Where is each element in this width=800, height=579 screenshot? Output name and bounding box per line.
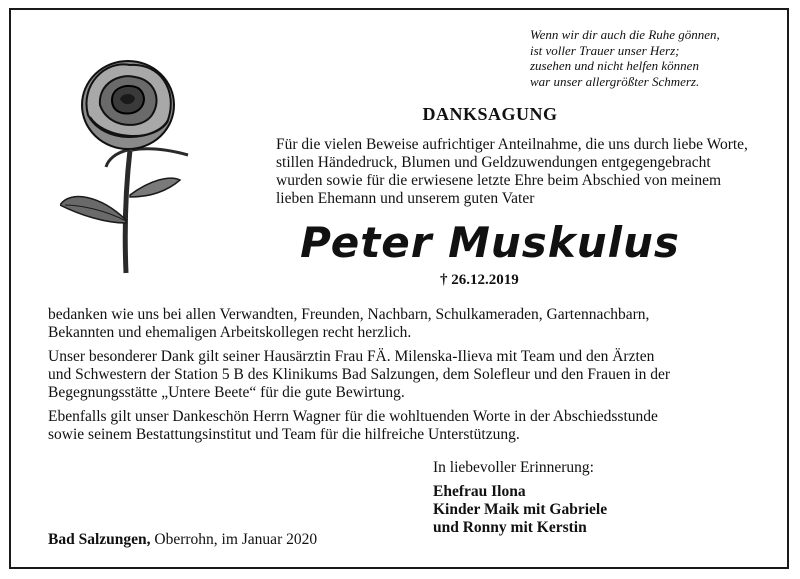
- signature-name: Ehefrau Ilona: [433, 483, 526, 500]
- poem-line: ist voller Trauer unser Herz;: [530, 42, 680, 58]
- paragraph-line: sowie seinem Bestattungsinstitut und Team für die hilfreiche Unterstützung.: [48, 426, 520, 443]
- place-date: [48, 531, 317, 549]
- deceased-name: Peter Muskulus: [300, 218, 680, 267]
- heading: DANKSAGUNG: [422, 104, 558, 124]
- paragraph: [48, 348, 754, 402]
- poem-line: war unser allergrößter Schmerz.: [530, 73, 700, 89]
- place-rest: Oberrohn, im Januar 2020: [150, 531, 318, 548]
- poem: [530, 27, 780, 89]
- intro-line: wurden sowie für die erwiesene letzte Ehre beim Abschied von meinem: [276, 172, 722, 189]
- memory-intro: In liebevoller Erinnerung:: [433, 459, 594, 476]
- paragraph: [48, 408, 754, 444]
- poem-line: zusehen und nicht helfen können: [530, 58, 699, 73]
- intro-line: stillen Händedruck, Blumen und Geldzuwendungen entgegengebracht: [276, 154, 711, 171]
- thanks-body: [48, 306, 754, 450]
- place-name: Bad Salzungen,: [48, 531, 151, 548]
- death-date: † 26.12.2019: [440, 272, 519, 288]
- intro-line: lieben Ehemann und unserem guten Vater: [276, 190, 535, 207]
- paragraph: [48, 306, 754, 342]
- paragraph-line: Ebenfalls gilt unser Dankeschön Herrn Wagner für die wohltuenden Worte in der Abschiedsstunde: [48, 408, 658, 425]
- intro-line: Für die vielen Beweise aufrichtiger Anteilnahme, die uns durch liebe Worte,: [276, 136, 748, 153]
- signatures: [433, 459, 607, 537]
- poem-line: Wenn wir dir auch die Ruhe gönnen,: [530, 27, 720, 42]
- paragraph-line: Unser besonderer Dank gilt seiner Hausärztin Frau FÄ. Milenska-Ilieva mit Team und den Ärzten: [48, 348, 655, 365]
- signature-name: und Ronny mit Kerstin: [433, 519, 587, 536]
- paragraph-line: Bekannten und ehemaligen Arbeitskollegen recht herzlich.: [48, 324, 412, 341]
- rose-icon: [60, 55, 200, 277]
- paragraph-line: Begegnungsstätte „Untere Beete“ für die gute Bewirtung.: [48, 384, 405, 401]
- signature-name: Kinder Maik mit Gabriele: [433, 501, 608, 518]
- paragraph-line: bedanken wie uns bei allen Verwandten, Freunden, Nachbarn, Schulkameraden, Gartennachbarn,: [48, 306, 650, 323]
- intro-text: [276, 136, 776, 208]
- paragraph-line: und Schwestern der Station 5 B des Klinikums Bad Salzungen, dem Solefleur und den Frauen in der: [48, 366, 671, 383]
